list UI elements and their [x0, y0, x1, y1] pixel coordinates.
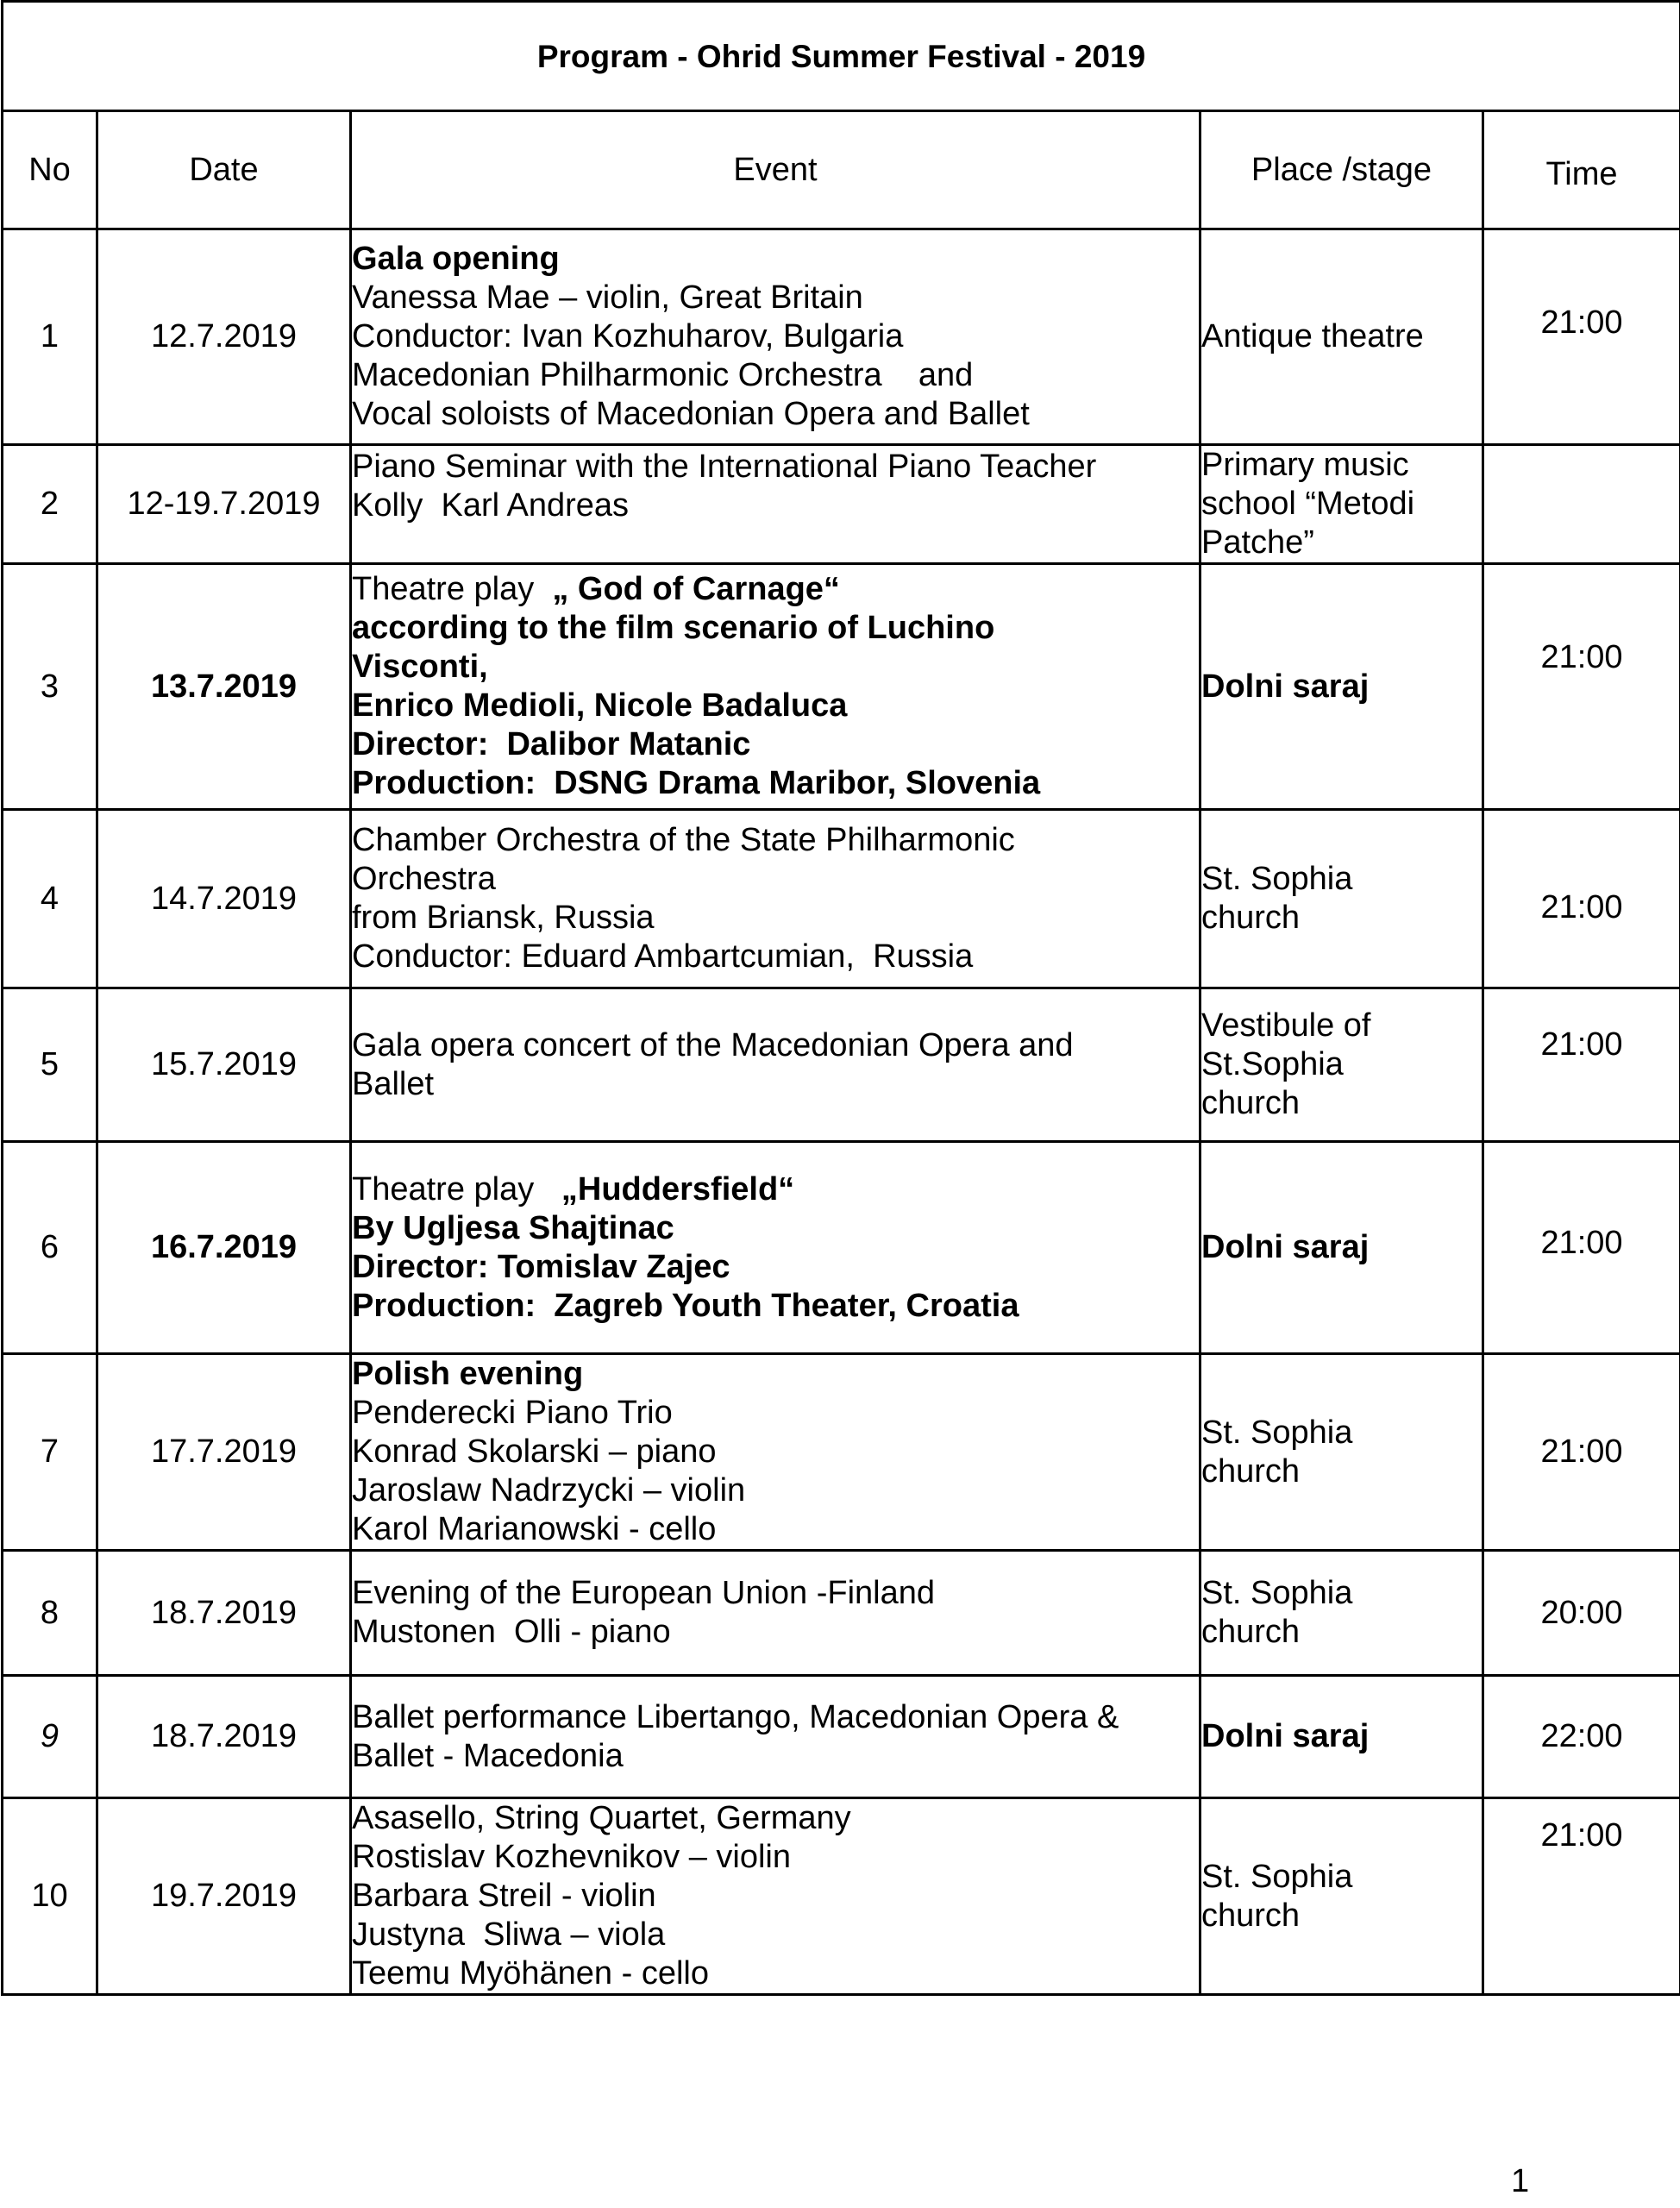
row-time: 21:00	[1483, 564, 1680, 810]
page-title: Program - Ohrid Summer Festival - 2019	[3, 2, 1680, 111]
row-place	[1200, 445, 1483, 564]
row-time: 21:00	[1483, 810, 1680, 988]
row-place	[1200, 1551, 1483, 1676]
event-line: Macedonian Philharmonic Orchestra and	[352, 357, 974, 393]
row-time: 20:00	[1483, 1551, 1680, 1676]
place-line: Dolni saraj	[1201, 1718, 1370, 1754]
event-line: Vanessa Mae – violin, Great Britain	[352, 279, 863, 316]
event-line: Ballet - Macedonia	[352, 1737, 624, 1774]
event-line: Production: Zagreb Youth Theater, Croatia	[352, 1287, 1019, 1324]
row-no: 3	[3, 564, 97, 810]
row-place	[1200, 1798, 1483, 1995]
event-line: Rostislav Kozhevnikov – violin	[352, 1839, 792, 1875]
table-row	[3, 988, 1680, 1142]
row-date: 17.7.2019	[97, 1354, 351, 1551]
row-date: 16.7.2019	[97, 1142, 351, 1354]
row-event	[351, 988, 1200, 1142]
event-line	[352, 570, 1199, 609]
event-line: Asasello, String Quartet, Germany	[352, 1800, 851, 1836]
place-line: Vestibule of	[1201, 1007, 1371, 1044]
event-line: Ballet performance Libertango, Macedonian Opera &	[352, 1698, 1119, 1735]
place-line: Primary music	[1201, 447, 1409, 483]
event-line: Justyna Sliwa – viola	[352, 1916, 666, 1953]
row-event	[351, 1551, 1200, 1676]
event-line: from Briansk, Russia	[352, 900, 655, 936]
event-line: Polish evening	[352, 1356, 584, 1392]
place-line: church	[1201, 1897, 1301, 1934]
place-line: Dolni saraj	[1201, 1229, 1370, 1265]
event-line: Production: DSNG Drama Maribor, Slovenia	[352, 765, 1041, 801]
header-row	[3, 111, 1680, 229]
row-date: 15.7.2019	[97, 988, 351, 1142]
row-time: 22:00	[1483, 1676, 1680, 1798]
row-event	[351, 1676, 1200, 1798]
row-time: 21:00	[1483, 1142, 1680, 1354]
row-place	[1200, 564, 1483, 810]
event-line: Jaroslaw Nadrzycki – violin	[352, 1472, 746, 1509]
table-row	[3, 445, 1680, 564]
place-line: church	[1201, 900, 1301, 936]
row-event	[351, 1142, 1200, 1354]
header-time: Time	[1483, 111, 1680, 229]
row-date: 18.7.2019	[97, 1676, 351, 1798]
header-no: No	[3, 111, 97, 229]
event-line: Orchestra	[352, 861, 496, 897]
table-row	[3, 1142, 1680, 1354]
row-place	[1200, 229, 1483, 445]
event-line: Director: Tomislav Zajec	[352, 1248, 730, 1285]
event-line: Visconti,	[352, 649, 488, 685]
row-date: 19.7.2019	[97, 1798, 351, 1995]
row-event	[351, 1354, 1200, 1551]
program-table	[1, 0, 1680, 1996]
row-no: 4	[3, 810, 97, 988]
row-time: 21:00	[1483, 1798, 1680, 1995]
row-no: 10	[3, 1798, 97, 1995]
place-line: St. Sophia	[1201, 1858, 1353, 1895]
event-line: Teemu Myöhänen - cello	[352, 1955, 709, 1992]
row-event	[351, 229, 1200, 445]
event-line: Conductor: Eduard Ambartcumian, Russia	[352, 938, 974, 975]
event-line: Karol Marianowski - cello	[352, 1511, 717, 1547]
place-line: Dolni saraj	[1201, 668, 1370, 705]
row-no: 1	[3, 229, 97, 445]
page-number: 1	[1511, 2163, 1530, 2199]
row-no: 8	[3, 1551, 97, 1676]
event-line: Conductor: Ivan Kozhuharov, Bulgaria	[352, 318, 904, 354]
event-line: Piano Seminar with the International Piano Teacher	[352, 448, 1097, 485]
event-line: Vocal soloists of Macedonian Opera and Ballet	[352, 396, 1030, 432]
event-line: Mustonen Olli - piano	[352, 1614, 671, 1650]
event-line: Kolly Karl Andreas	[352, 487, 630, 524]
place-line: St. Sophia	[1201, 1414, 1353, 1451]
row-event	[351, 564, 1200, 810]
row-date: 18.7.2019	[97, 1551, 351, 1676]
event-line-text: Theatre play „ God of Carnage“	[352, 571, 840, 607]
row-no: 9	[3, 1676, 97, 1798]
row-time: 21:00	[1483, 229, 1680, 445]
place-line: St. Sophia	[1201, 861, 1353, 897]
place-line: school “Metodi	[1201, 486, 1415, 522]
table-row	[3, 810, 1680, 988]
row-event	[351, 1798, 1200, 1995]
table-row	[3, 1551, 1680, 1676]
title-row	[3, 2, 1680, 111]
event-line: Gala opening	[352, 241, 560, 277]
row-no: 2	[3, 445, 97, 564]
header-place: Place /stage	[1200, 111, 1483, 229]
event-line: Barbara Streil - violin	[352, 1878, 656, 1914]
event-line: Theatre play „Huddersfield“	[352, 1170, 795, 1208]
row-place	[1200, 1354, 1483, 1551]
row-date: 12.7.2019	[97, 229, 351, 445]
row-place	[1200, 1142, 1483, 1354]
row-event	[351, 445, 1200, 564]
place-line: church	[1201, 1452, 1301, 1490]
row-place	[1200, 810, 1483, 988]
event-line: according to the film scenario of Luchino	[352, 610, 995, 646]
place-line: church	[1201, 1085, 1301, 1121]
event-line: By Ugljesa Shajtinac	[352, 1209, 674, 1246]
event-line: Ballet	[352, 1065, 435, 1102]
table-row	[3, 564, 1680, 810]
table-row	[3, 1798, 1680, 1995]
row-event	[351, 810, 1200, 988]
row-no: 6	[3, 1142, 97, 1354]
place-line: Patche”	[1201, 524, 1314, 561]
row-place	[1200, 988, 1483, 1142]
row-time	[1483, 445, 1680, 564]
header-event: Event	[351, 111, 1200, 229]
place-line: Antique theatre	[1201, 318, 1424, 354]
event-line: Director: Dalibor Matanic	[352, 726, 751, 762]
row-no: 5	[3, 988, 97, 1142]
place-line: St. Sophia	[1201, 1575, 1353, 1611]
row-no: 7	[3, 1354, 97, 1551]
event-line: Enrico Medioli, Nicole Badaluca	[352, 687, 848, 724]
table-row	[3, 1676, 1680, 1798]
event-line: Penderecki Piano Trio	[352, 1395, 673, 1431]
row-date: 12-19.7.2019	[97, 445, 351, 564]
place-line: church	[1201, 1614, 1301, 1650]
event-line: Konrad Skolarski – piano	[352, 1433, 717, 1470]
header-date: Date	[97, 111, 351, 229]
row-date: 13.7.2019	[97, 564, 351, 810]
event-line: Chamber Orchestra of the State Philharmonic	[352, 822, 1015, 858]
row-place	[1200, 1676, 1483, 1798]
event-line: Gala opera concert of the Macedonian Opera and	[352, 1026, 1074, 1063]
row-time: 21:00	[1483, 1354, 1680, 1551]
row-time: 21:00	[1483, 988, 1680, 1142]
table-row	[3, 229, 1680, 445]
row-date: 14.7.2019	[97, 810, 351, 988]
table-row	[3, 1354, 1680, 1551]
event-line: Evening of the European Union -Finland	[352, 1575, 936, 1611]
place-line: St.Sophia	[1201, 1046, 1344, 1082]
